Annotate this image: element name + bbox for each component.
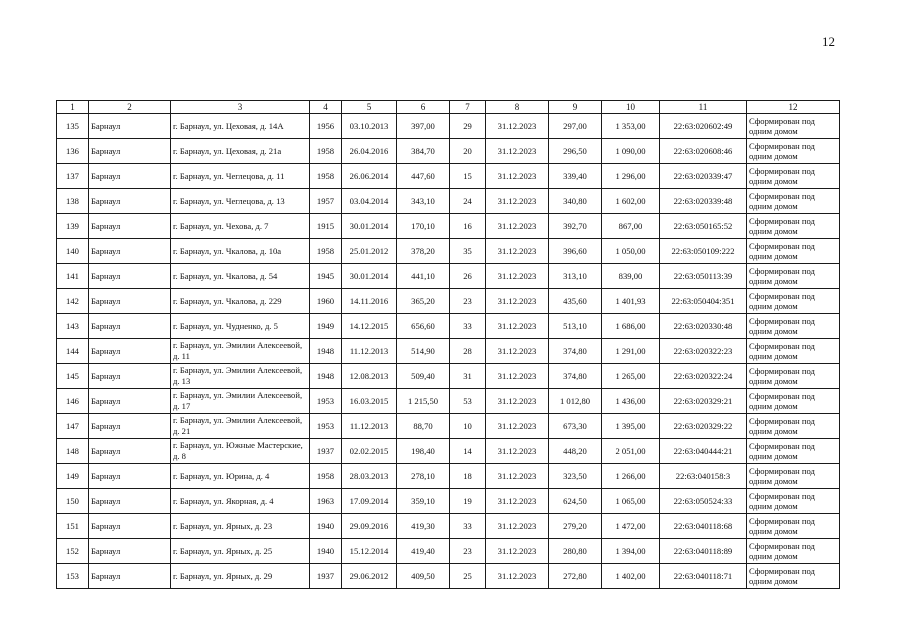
cell-row-number: 135 [57,114,89,139]
cell-date: 11.12.2013 [342,414,397,439]
cell-build-year: 1958 [310,139,342,164]
cell-address: г. Барнаул, ул. Чкалова, д. 54 [171,264,310,289]
table-row [57,539,840,564]
cell-land-area: 2 051,00 [602,439,660,464]
page-number: 12 [822,34,835,49]
cell-build-year: 1949 [310,314,342,339]
cell-area: 509,40 [397,364,450,389]
cell-city: Барнаул [89,189,171,214]
cell-note: Сформирован под одним домом [747,389,840,414]
table-row [57,564,840,589]
cell-residents: 20 [450,139,486,164]
cell-build-year: 1945 [310,264,342,289]
cell-area-2: 339,40 [549,164,602,189]
cell-area: 447,60 [397,164,450,189]
table-row [57,114,840,139]
cell-city: Барнаул [89,389,171,414]
table-row [57,339,840,364]
cell-cadastral-number: 22:63:050165:52 [660,214,747,239]
cell-row-number: 145 [57,364,89,389]
cell-build-year: 1953 [310,389,342,414]
cell-date: 26.04.2016 [342,139,397,164]
cell-land-area: 1 394,00 [602,539,660,564]
column-header: 7 [450,101,486,114]
cell-land-area: 839,00 [602,264,660,289]
cell-residents: 33 [450,514,486,539]
cell-address: г. Барнаул, ул. Цеховая, д. 14А [171,114,310,139]
cell-land-area: 1 065,00 [602,489,660,514]
column-header: 5 [342,101,397,114]
cell-build-year: 1948 [310,339,342,364]
table-row [57,464,840,489]
cell-city: Барнаул [89,314,171,339]
cell-address: г. Барнаул, ул. Якорная, д. 4 [171,489,310,514]
cell-area-2: 396,60 [549,239,602,264]
cell-area-2: 673,30 [549,414,602,439]
cell-note: Сформирован под одним домом [747,264,840,289]
cell-deadline: 31.12.2023 [486,489,549,514]
table-row [57,364,840,389]
column-header: 4 [310,101,342,114]
cell-residents: 28 [450,339,486,364]
cell-date: 12.08.2013 [342,364,397,389]
cell-build-year: 1957 [310,189,342,214]
table-row [57,514,840,539]
cell-note: Сформирован под одним домом [747,514,840,539]
cell-build-year: 1958 [310,239,342,264]
cell-area: 441,10 [397,264,450,289]
cell-cadastral-number: 22:63:040158:3 [660,464,747,489]
column-header: 1 [57,101,89,114]
cell-city: Барнаул [89,339,171,364]
cell-note: Сформирован под одним домом [747,189,840,214]
cell-city: Барнаул [89,564,171,589]
cell-city: Барнаул [89,439,171,464]
cell-cadastral-number: 22:63:040118:68 [660,514,747,539]
cell-note: Сформирован под одним домом [747,289,840,314]
cell-row-number: 142 [57,289,89,314]
cell-date: 30.01.2014 [342,214,397,239]
cell-area-2: 272,80 [549,564,602,589]
cell-deadline: 31.12.2023 [486,289,549,314]
cell-address: г. Барнаул, ул. Ярных, д. 23 [171,514,310,539]
cell-area-2: 374,80 [549,339,602,364]
cell-build-year: 1937 [310,564,342,589]
cell-area-2: 435,60 [549,289,602,314]
cell-cadastral-number: 22:63:020608:46 [660,139,747,164]
cell-row-number: 136 [57,139,89,164]
cell-row-number: 140 [57,239,89,264]
table-row [57,314,840,339]
cell-date: 29.06.2012 [342,564,397,589]
cell-deadline: 31.12.2023 [486,464,549,489]
cell-cadastral-number: 22:63:020322:24 [660,364,747,389]
cell-residents: 53 [450,389,486,414]
cell-land-area: 1 090,00 [602,139,660,164]
table-row [57,189,840,214]
cell-row-number: 151 [57,514,89,539]
table-row [57,389,840,414]
cell-note: Сформирован под одним домом [747,139,840,164]
cell-city: Барнаул [89,239,171,264]
cell-city: Барнаул [89,164,171,189]
cell-cadastral-number: 22:63:020339:47 [660,164,747,189]
cell-area-2: 296,50 [549,139,602,164]
cell-area: 378,20 [397,239,450,264]
cell-land-area: 1 353,00 [602,114,660,139]
cell-city: Барнаул [89,139,171,164]
cell-land-area: 1 296,00 [602,164,660,189]
cell-date: 03.10.2013 [342,114,397,139]
table-row [57,439,840,464]
cell-cadastral-number: 22:63:020330:48 [660,314,747,339]
cell-build-year: 1956 [310,114,342,139]
cell-residents: 33 [450,314,486,339]
table-row [57,414,840,439]
cell-deadline: 31.12.2023 [486,414,549,439]
cell-land-area: 1 395,00 [602,414,660,439]
cell-deadline: 31.12.2023 [486,139,549,164]
table-row [57,489,840,514]
cell-cadastral-number: 22:63:040118:89 [660,539,747,564]
cell-cadastral-number: 22:63:050113:39 [660,264,747,289]
cell-build-year: 1915 [310,214,342,239]
cell-note: Сформирован под одним домом [747,439,840,464]
cell-deadline: 31.12.2023 [486,389,549,414]
cell-build-year: 1940 [310,514,342,539]
cell-note: Сформирован под одним домом [747,214,840,239]
cell-land-area: 1 050,00 [602,239,660,264]
cell-note: Сформирован под одним домом [747,339,840,364]
cell-address: г. Барнаул, ул. Ярных, д. 25 [171,539,310,564]
cell-row-number: 137 [57,164,89,189]
cell-area: 384,70 [397,139,450,164]
cell-date: 16.03.2015 [342,389,397,414]
cell-note: Сформирован под одним домом [747,539,840,564]
cell-address: г. Барнаул, ул. Чеглецова, д. 11 [171,164,310,189]
cell-address: г. Барнаул, ул. Чкалова, д. 10а [171,239,310,264]
cell-date: 17.09.2014 [342,489,397,514]
cell-land-area: 1 472,00 [602,514,660,539]
cell-date: 02.02.2015 [342,439,397,464]
cell-deadline: 31.12.2023 [486,339,549,364]
column-header: 9 [549,101,602,114]
table-row [57,239,840,264]
table-row [57,289,840,314]
cell-residents: 24 [450,189,486,214]
cell-address: г. Барнаул, ул. Эмилии Алексеевой, д. 11 [171,339,310,364]
cell-note: Сформирован под одним домом [747,464,840,489]
cell-area: 198,40 [397,439,450,464]
cell-area-2: 297,00 [549,114,602,139]
cell-build-year: 1953 [310,414,342,439]
cell-row-number: 139 [57,214,89,239]
cell-address: г. Барнаул, ул. Ярных, д. 29 [171,564,310,589]
cell-address: г. Барнаул, ул. Чкалова, д. 229 [171,289,310,314]
cell-row-number: 152 [57,539,89,564]
column-header: 11 [660,101,747,114]
cell-area: 343,10 [397,189,450,214]
cell-land-area: 1 436,00 [602,389,660,414]
cell-note: Сформирован под одним домом [747,114,840,139]
cell-deadline: 31.12.2023 [486,239,549,264]
cell-build-year: 1937 [310,439,342,464]
cell-area-2: 624,50 [549,489,602,514]
cell-note: Сформирован под одним домом [747,364,840,389]
cell-residents: 19 [450,489,486,514]
cell-cadastral-number: 22:63:040444:21 [660,439,747,464]
cell-land-area: 1 686,00 [602,314,660,339]
cell-date: 14.12.2015 [342,314,397,339]
column-header: 2 [89,101,171,114]
table-row [57,214,840,239]
cell-area: 397,00 [397,114,450,139]
cell-residents: 31 [450,364,486,389]
cell-date: 03.04.2014 [342,189,397,214]
cell-row-number: 138 [57,189,89,214]
cell-land-area: 1 602,00 [602,189,660,214]
housing-register-table [56,100,840,589]
cell-area-2: 279,20 [549,514,602,539]
cell-city: Барнаул [89,514,171,539]
cell-address: г. Барнаул, ул. Чехова, д. 7 [171,214,310,239]
cell-land-area: 1 266,00 [602,464,660,489]
cell-row-number: 147 [57,414,89,439]
cell-area: 514,90 [397,339,450,364]
cell-address: г. Барнаул, ул. Чеглецова, д. 13 [171,189,310,214]
cell-area-2: 313,10 [549,264,602,289]
cell-build-year: 1940 [310,539,342,564]
cell-row-number: 146 [57,389,89,414]
cell-city: Барнаул [89,264,171,289]
cell-city: Барнаул [89,414,171,439]
cell-deadline: 31.12.2023 [486,314,549,339]
cell-build-year: 1963 [310,489,342,514]
cell-deadline: 31.12.2023 [486,439,549,464]
cell-city: Барнаул [89,464,171,489]
cell-date: 25.01.2012 [342,239,397,264]
cell-date: 29.09.2016 [342,514,397,539]
cell-row-number: 153 [57,564,89,589]
cell-row-number: 149 [57,464,89,489]
cell-cadastral-number: 22:63:050109:222 [660,239,747,264]
cell-residents: 14 [450,439,486,464]
cell-area: 170,10 [397,214,450,239]
cell-date: 15.12.2014 [342,539,397,564]
table-row [57,139,840,164]
cell-area-2: 323,50 [549,464,602,489]
cell-deadline: 31.12.2023 [486,114,549,139]
cell-address: г. Барнаул, ул. Эмилии Алексеевой, д. 13 [171,364,310,389]
cell-city: Барнаул [89,489,171,514]
table-row [57,264,840,289]
column-header: 8 [486,101,549,114]
cell-date: 28.03.2013 [342,464,397,489]
cell-cadastral-number: 22:63:050524:33 [660,489,747,514]
cell-cadastral-number: 22:63:020329:22 [660,414,747,439]
cell-build-year: 1948 [310,364,342,389]
cell-residents: 29 [450,114,486,139]
cell-residents: 23 [450,539,486,564]
cell-area-2: 280,80 [549,539,602,564]
cell-cadastral-number: 22:63:050404:351 [660,289,747,314]
cell-address: г. Барнаул, ул. Эмилии Алексеевой, д. 17 [171,389,310,414]
cell-residents: 25 [450,564,486,589]
cell-address: г. Барнаул, ул. Эмилии Алексеевой, д. 21 [171,414,310,439]
cell-deadline: 31.12.2023 [486,264,549,289]
cell-note: Сформирован под одним домом [747,164,840,189]
cell-note: Сформирован под одним домом [747,489,840,514]
cell-residents: 23 [450,289,486,314]
column-header: 6 [397,101,450,114]
cell-deadline: 31.12.2023 [486,539,549,564]
cell-land-area: 1 401,93 [602,289,660,314]
cell-cadastral-number: 22:63:020602:49 [660,114,747,139]
cell-area-2: 374,80 [549,364,602,389]
cell-cadastral-number: 22:63:020329:21 [660,389,747,414]
cell-deadline: 31.12.2023 [486,564,549,589]
cell-build-year: 1958 [310,464,342,489]
cell-row-number: 141 [57,264,89,289]
cell-cadastral-number: 22:63:020322:23 [660,339,747,364]
cell-row-number: 144 [57,339,89,364]
cell-city: Барнаул [89,289,171,314]
cell-city: Барнаул [89,114,171,139]
cell-land-area: 1 265,00 [602,364,660,389]
column-header: 10 [602,101,660,114]
cell-deadline: 31.12.2023 [486,214,549,239]
cell-land-area: 867,00 [602,214,660,239]
cell-residents: 15 [450,164,486,189]
cell-row-number: 143 [57,314,89,339]
cell-area: 359,10 [397,489,450,514]
cell-city: Барнаул [89,214,171,239]
cell-date: 30.01.2014 [342,264,397,289]
cell-area: 409,50 [397,564,450,589]
cell-cadastral-number: 22:63:020339:48 [660,189,747,214]
cell-address: г. Барнаул, ул. Цеховая, д. 21а [171,139,310,164]
cell-note: Сформирован под одним домом [747,314,840,339]
header-row [57,101,840,114]
cell-row-number: 148 [57,439,89,464]
cell-note: Сформирован под одним домом [747,414,840,439]
cell-deadline: 31.12.2023 [486,364,549,389]
cell-area: 419,40 [397,539,450,564]
cell-residents: 26 [450,264,486,289]
cell-area-2: 448,20 [549,439,602,464]
column-header: 12 [747,101,840,114]
cell-date: 26.06.2014 [342,164,397,189]
cell-area: 88,70 [397,414,450,439]
cell-address: г. Барнаул, ул. Чудненко, д. 5 [171,314,310,339]
cell-land-area: 1 402,00 [602,564,660,589]
cell-residents: 10 [450,414,486,439]
cell-date: 14.11.2016 [342,289,397,314]
cell-area: 419,30 [397,514,450,539]
cell-area: 365,20 [397,289,450,314]
cell-residents: 18 [450,464,486,489]
column-header: 3 [171,101,310,114]
cell-area-2: 513,10 [549,314,602,339]
cell-address: г. Барнаул, ул. Юрина, д. 4 [171,464,310,489]
cell-deadline: 31.12.2023 [486,164,549,189]
cell-area-2: 340,80 [549,189,602,214]
cell-residents: 35 [450,239,486,264]
cell-area-2: 392,70 [549,214,602,239]
cell-area: 656,60 [397,314,450,339]
cell-build-year: 1958 [310,164,342,189]
cell-row-number: 150 [57,489,89,514]
cell-build-year: 1960 [310,289,342,314]
cell-date: 11.12.2013 [342,339,397,364]
table-body [57,101,840,589]
cell-note: Сформирован под одним домом [747,239,840,264]
cell-area-2: 1 012,80 [549,389,602,414]
cell-address: г. Барнаул, ул. Южные Мастерские, д. 8 [171,439,310,464]
cell-residents: 16 [450,214,486,239]
cell-note: Сформирован под одним домом [747,564,840,589]
cell-area: 278,10 [397,464,450,489]
cell-land-area: 1 291,00 [602,339,660,364]
table-row [57,164,840,189]
cell-city: Барнаул [89,539,171,564]
cell-area: 1 215,50 [397,389,450,414]
cell-deadline: 31.12.2023 [486,514,549,539]
cell-deadline: 31.12.2023 [486,189,549,214]
cell-cadastral-number: 22:63:040118:71 [660,564,747,589]
cell-city: Барнаул [89,364,171,389]
